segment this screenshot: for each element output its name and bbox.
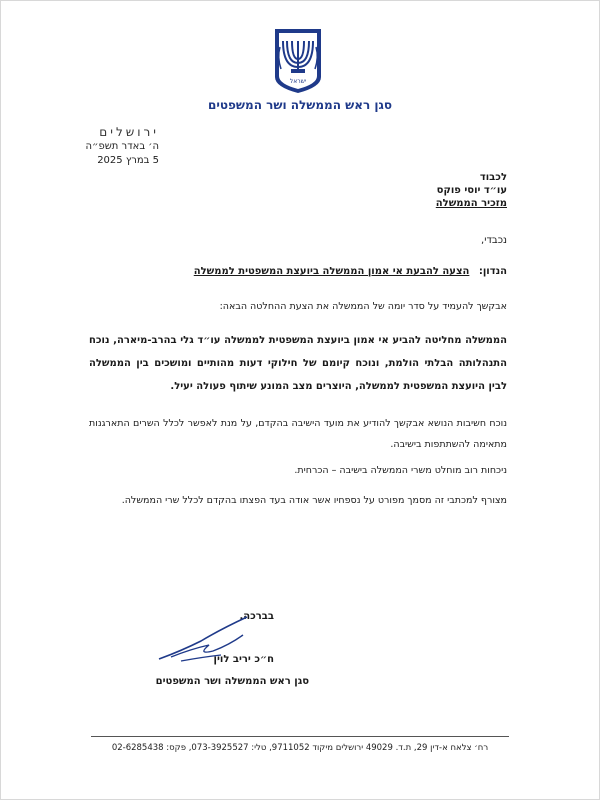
attachment-paragraph: מצורף למכתבי זה מסמך מפורט על נספחיו אשר אודה בעד הפצתו בהקדם לכלל שרי הממשלה. — [121, 495, 507, 506]
proposal-paragraph: הממשלה מחליטה להביע אי אמון ביועצת המשפטית לממשלה עו״ד גלי בהרב-מיארה, נוכח התנהלותה הבלתי הולמת, ונוכח קיומם של חילוקי דעות מהותיים ומושכים בין הממשלה לבין היועצת המשפטית לממשלה, היוצרים מצב המונע שיתוף פעולה יעיל. — [89, 335, 507, 392]
greeting: נכבדי, — [481, 235, 507, 246]
addressee-to: לכבוד — [479, 172, 507, 183]
subject-line — [87, 266, 507, 277]
emblem-text: ישראל — [289, 78, 307, 85]
city-line: ירושלים — [99, 125, 159, 139]
intro-paragraph: אבקשך להעמיד על סדר יומה של הממשלה את הצעת ההחלטה הבאה: — [219, 301, 507, 312]
addressee-title: מזכיר הממשלה — [435, 198, 507, 209]
office-title: סגן ראש הממשלה ושר המשפטים — [207, 98, 393, 112]
closing: בברכה, — [239, 611, 274, 622]
addressee-block — [307, 171, 507, 210]
gregorian-date: 5 במרץ 2025 — [97, 155, 159, 166]
menorah-emblem-icon — [271, 27, 325, 95]
quorum-paragraph: ניכחות רוב מוחלט משרי הממשלה בישיבה – הכרחית. — [294, 465, 507, 476]
subject-text: הצעה להבעת אי אמון הממשלה ביועצת המשפטית לממשלה — [193, 266, 470, 277]
hebrew-date: ה׳ באדר תשפ״ה — [85, 141, 159, 152]
footer-address: רח׳ צלאח א-דין 29, ת.ד. 49029 ירושלים מיקוד 9711052, טלי: 073-3925527, פקס: 02-6285438 — [111, 743, 489, 753]
signer-name: ח״כ יריב לוין — [213, 654, 274, 665]
schedule-paragraph: נוכח חשיבות הנושא אבקשך להודיע את מועד הישיבה בהקדם, על מנת לאפשר לכלל השרים התארגנות מתאימה להשתתפות בישיבה. — [89, 418, 507, 450]
addressee-name: עו״ד יוסי פוקס — [436, 185, 507, 196]
footer-divider — [91, 736, 509, 737]
subject-label: הנדון: — [478, 266, 507, 277]
signer-title: סגן ראש הממשלה ושר המשפטים — [155, 676, 309, 687]
